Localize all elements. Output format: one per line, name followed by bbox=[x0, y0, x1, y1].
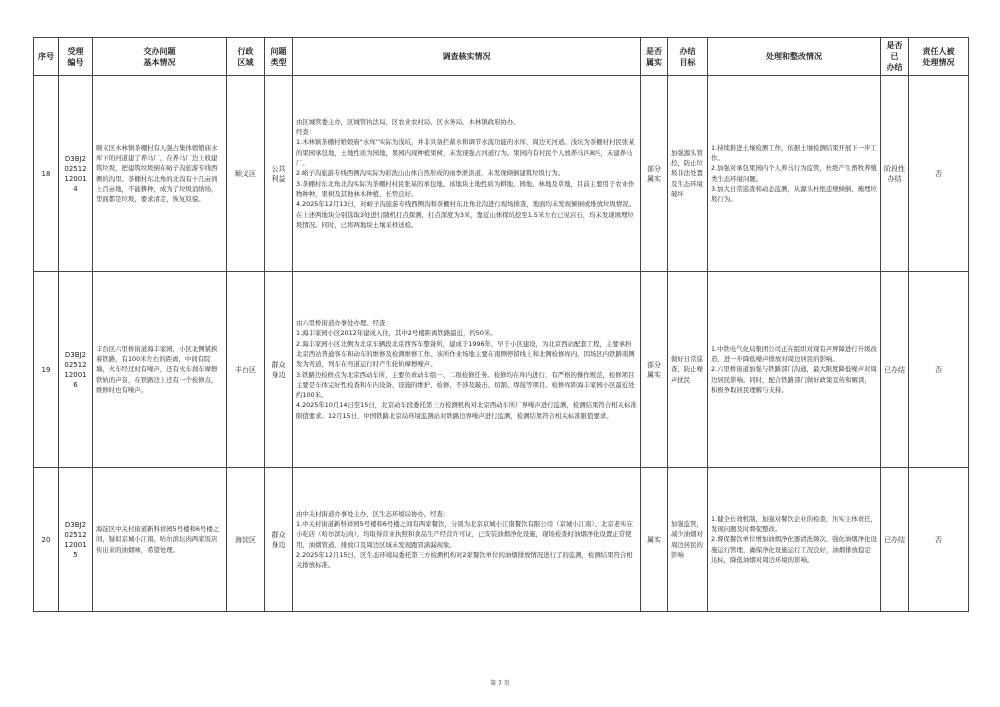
row-problem: 顺义区木林镇茶棚村有人强占集体娘娘庙水库下的河道建了养马厂，在养马厂边上收建筑垃圾，把建筑垃圾倒在峪子沟旅游专线西侧的沟里。茶棚村东北角的北沟有十几亩到上百亩地，不能耕种，成为了垃圾消纳场，里面都是垃圾，要求清走，恢复原貌。 bbox=[93, 76, 227, 272]
row-type: 群众 身边 bbox=[265, 468, 293, 612]
row-no: 18 bbox=[34, 76, 59, 272]
table-header-row bbox=[34, 38, 969, 76]
row-investigation: 由中关村街道办事处主办，区生态环境局协办。经查： 1.中关村街道新科祥园5号楼和6号楼之间有两家餐饮，分别为北京京城小江南餐饮有限公司（京城小江南）、北京老实在小吃店（哈尔滨坛肉），均取得营业执照和食品生产经营许可证，已安装油烟净化设施，现场检查时油烟净化设置正常使用，油烟管道、排放口及周边区域未发现跑冒滴漏现象。 2.2025年12月15日，区生态环境局委托第三方检测机构对2家餐饮单位的油烟排放情况进行了的监测，检测结果符合相关排放标准。 bbox=[293, 468, 641, 612]
row-true: 部分 属实 bbox=[641, 272, 668, 468]
row-id: D3BJ2 02512 12001 4 bbox=[59, 76, 93, 272]
table-row bbox=[34, 272, 969, 468]
header-cell-no: 序号 bbox=[34, 38, 59, 76]
row-person: 否 bbox=[909, 76, 969, 272]
header-cell-district: 行政 区域 bbox=[227, 38, 265, 76]
row-person: 否 bbox=[909, 272, 969, 468]
row-no: 20 bbox=[34, 468, 59, 612]
row-handling: 1.中铁电气化局集团公司正在组织对现有声屏障进行升级改造，进一步降低噪声排放对周边居民的影响。 2.六里桥街道加强与铁路部门沟通，最大限度降低噪声对周边居民影响。同时，配合铁路部门做好政策宣传和解读，积极争取居民理解与支持。 bbox=[708, 272, 881, 468]
row-true: 属实 bbox=[641, 468, 668, 612]
row-type: 公共 利益 bbox=[265, 76, 293, 272]
header-cell-done: 是否已 办结 bbox=[881, 38, 909, 76]
header-cell-handling: 处理和整改情况 bbox=[708, 38, 881, 76]
row-id: D3BJ2 02512 12001 6 bbox=[59, 272, 93, 468]
row-done: 已办结 bbox=[881, 272, 909, 468]
header-cell-true: 是否 属实 bbox=[641, 38, 668, 76]
table-row bbox=[34, 468, 969, 612]
row-investigation: 由区城管委主办，区城管执法局、区农业农村局、区水务局、木林镇政府协办。 经查： 1.木林镇茶棚村娘娘庙“水库”实际为浅坑，并非具备拦蓄水和调节水流功能的水库，周边无河道。浅坑为茶棚村村民张某的果园承包地，土地性质为园地，果园内现种植果树，未发现强占河道行为。果园内有村民个人放养马匹8匹，未建养马厂。 2.峪子沟旅游专线西侧沟实际为彩洗山山体自然形成的雨季泄洪道，未发现倾倒建筑垃圾行为。 3.茶棚村东北角北沟实际为茶棚村村民张某的承包地。该地块土地性质为耕地、园地、林地及草地，目前主要用于农业作物种种，果树及其他林木种植，长势良好。 4.2025年12月13日，对峪子沟旅游专线西侧沟和茶棚村东北角北沟进行现场排查，地面均未发现倾倒或堆放垃圾情况。在上述两地块分别选取3处进行随机打点探测，打点深度为3米，靠近山体探坑挖至1.5米左右已见岩石，均未发现填埋垃圾情况。同时，已将两地块土壤采样送检。 bbox=[293, 76, 641, 272]
row-goal: 加强源头管控，防止垃圾非法处置及生态环境破坏 bbox=[668, 76, 708, 272]
row-problem: 海淀区中关村街道新科祥园5号楼和6号楼之间，疑似京城小江南、哈尔滨坛肉两家饭店传出来的油烟味，希望处理。 bbox=[93, 468, 227, 612]
header-cell-id: 受理 编号 bbox=[59, 38, 93, 76]
header-cell-type: 问题 类型 bbox=[265, 38, 293, 76]
row-done: 已办结 bbox=[881, 468, 909, 612]
row-handling: 1.持续推进土壤检测工作，依据土壤检测结果开展下一步工作。 2.加强对承包果园内个人养马行为监管，杜绝产生畜牧养殖类生态环境问题。 3.加大日常巡查和动态监测，从源头杜绝违规倾倒、掩埋垃圾行为。 bbox=[708, 76, 881, 272]
row-id: D3BJ2 02512 12001 5 bbox=[59, 468, 93, 612]
header-cell-person: 责任人被 处理情况 bbox=[909, 38, 969, 76]
row-investigation: 由六里桥街道办事处办理。经查： 1.海丰家园小区2012年建成入住，其中2号楼距离铁路最近，约50米。 2.海丰家园小区北侧为北京车辆段北京西客车整备所，建成于1996年，早于小区建设，为北京西站配套工程，主要承担北京西站普通客车和动车的维修及检测维修工作。该所作业场地主要在南侧停留线上和北侧检修库内，因场区内铁路南侧发为弯道，列车在弯道运行时产生轮轨摩擦噪声。 3.铁路边检修点为北京西动车所，主要负责动车组一、二级检修任务。检修均在库内进行，有严格的操作规范，检修项目主要是车体完好性检查和车内设备、设施的维护、检修，不涉及敲击、切割、焊接等项目。检修库距海丰家园小区最近处约100米。 4.2025年10月14日至15日，北京动车段委托第三方检测机构对北京西动车所厂界噪声进行监测，检测结果符合相关标准限值要求。12月15日，中国铁路北京局环境监测站对铁路边界噪声进行监测，检测结果符合相关标准限值要求。 bbox=[293, 272, 641, 468]
row-no: 19 bbox=[34, 272, 59, 468]
report-table bbox=[33, 37, 969, 612]
row-type: 群众 身边 bbox=[265, 272, 293, 468]
row-district: 顺义区 bbox=[227, 76, 265, 272]
row-goal: 做好日常巡查，防止噪声扰民 bbox=[668, 272, 708, 468]
header-cell-goal: 办结 目标 bbox=[668, 38, 708, 76]
table-row bbox=[34, 76, 969, 272]
header-cell-investigation: 调查核实情况 bbox=[293, 38, 641, 76]
row-done: 阶段性 办结 bbox=[881, 76, 909, 272]
header-cell-problem: 交办问题 基本情况 bbox=[93, 38, 227, 76]
row-true: 部分 属实 bbox=[641, 76, 668, 272]
row-district: 海淀区 bbox=[227, 468, 265, 612]
row-problem: 丰台区六里桥街道海丰家园，小区北侧紧挨着铁路，有100米左右的距离，中间有院墙，火车经过时有噪声，还有火车刹车摩擦铁轨的声音，在铁路边上还有一个检修点，维修时也有噪声。 bbox=[93, 272, 227, 468]
row-goal: 加强监管，减少油烟对周边居民的影响 bbox=[668, 468, 708, 612]
row-handling: 1.健全长效机制，加强对餐饮企业的检查，压实主体责任，发现问题及时督促整改。 2.督促餐饮单位增加油烟净化器清洗频次，强化油烟净化设施运行管理，确保净化设施运行工况良好，油烟排放稳定达标，降低油烟对周边环境的影响。 bbox=[708, 468, 881, 612]
page-number: 第 7 页 bbox=[490, 680, 510, 687]
row-district: 丰台区 bbox=[227, 272, 265, 468]
row-person: 否 bbox=[909, 468, 969, 612]
